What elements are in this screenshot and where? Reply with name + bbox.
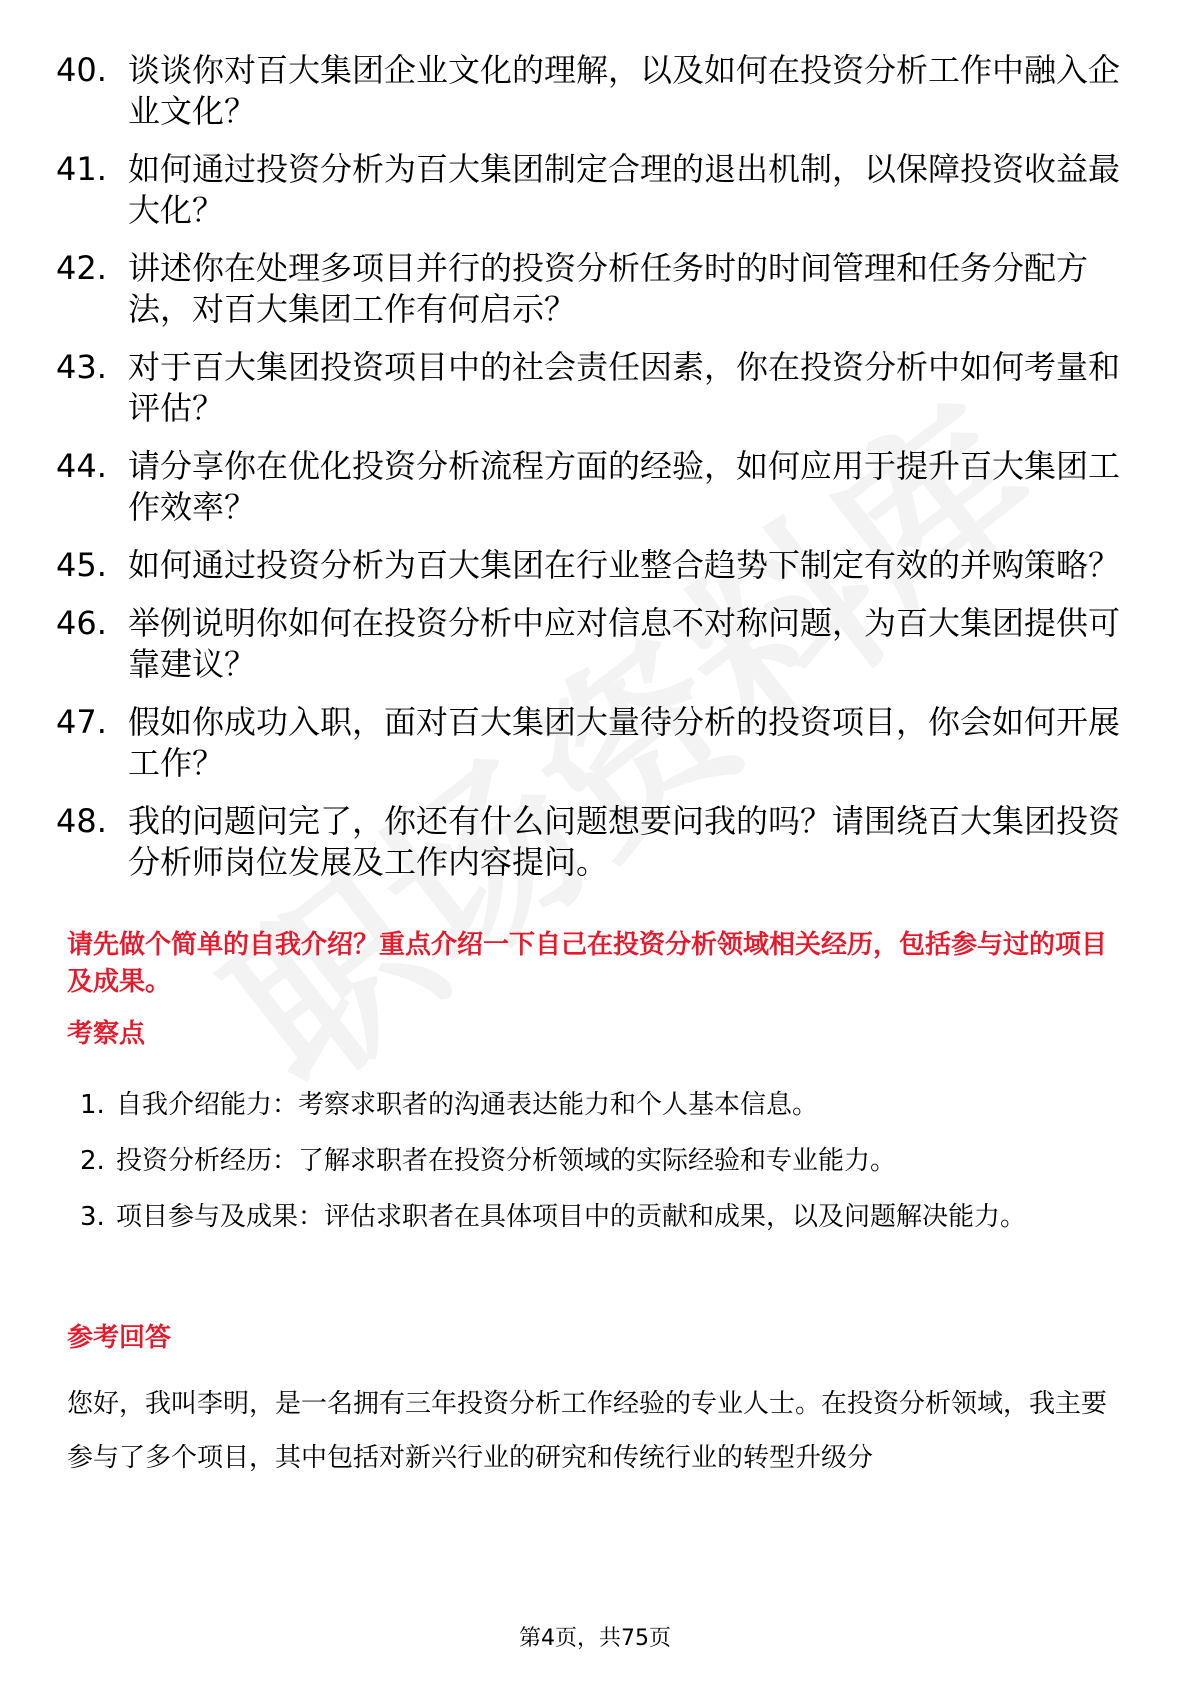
question-text: 假如你成功入职，面对百大集团大量待分析的投资项目，你会如何开展工作？ xyxy=(128,703,1121,782)
point-text: 自我介绍能力：考察求职者的沟通表达能力和个人基本信息。 xyxy=(116,1090,819,1120)
list-item xyxy=(56,149,1136,231)
question-number: 44. xyxy=(56,447,107,485)
highlight-question: 请先做个简单的自我介绍？重点介绍一下自己在投资分析领域相关经历，包括参与过的项目及成果。 xyxy=(67,930,1108,997)
question-text: 对于百大集团投资项目中的社会责任因素，你在投资分析中如何考量和评估？ xyxy=(128,348,1121,427)
question-number: 41. xyxy=(56,150,107,188)
question-number: 42. xyxy=(56,249,107,287)
list-item xyxy=(56,545,1136,586)
question-number: 43. xyxy=(56,348,107,386)
question-number: 46. xyxy=(56,604,107,642)
list-item xyxy=(56,446,1136,528)
point-number: 2. xyxy=(80,1146,105,1176)
question-text: 如何通过投资分析为百大集团在行业整合趋势下制定有效的并购策略？ xyxy=(128,546,1121,584)
list-item xyxy=(56,50,1136,132)
answer-paragraph: 您好，我叫李明，是一名拥有三年投资分析工作经验的专业人士。在投资分析领域，我主要参与了多个项目，其中包括对新兴行业的研究和传统行业的转型升级分 xyxy=(67,1389,1108,1473)
point-text: 投资分析经历：了解求职者在投资分析领域的实际经验和专业能力。 xyxy=(116,1146,897,1176)
list-item xyxy=(56,347,1136,429)
question-text: 谈谈你对百大集团企业文化的理解，以及如何在投资分析工作中融入企业文化？ xyxy=(128,51,1121,130)
list-item xyxy=(56,801,1136,883)
list-item xyxy=(56,702,1136,784)
question-number: 47. xyxy=(56,703,107,741)
question-text: 如何通过投资分析为百大集团制定合理的退出机制，以保障投资收益最大化？ xyxy=(128,150,1121,229)
list-item xyxy=(80,1135,1120,1187)
question-number: 45. xyxy=(56,546,107,584)
question-text: 我的问题问完了，你还有什么问题想要问我的吗？请围绕百大集团投资分析师岗位发展及工作内容提问。 xyxy=(128,802,1121,881)
question-list xyxy=(56,50,1136,900)
point-number: 1. xyxy=(80,1090,105,1120)
list-item xyxy=(56,248,1136,330)
section-title-answer: 参考回答 xyxy=(67,1323,172,1353)
question-number: 40. xyxy=(56,51,107,89)
list-item xyxy=(80,1191,1120,1243)
points-list xyxy=(80,1079,1120,1247)
point-number: 3. xyxy=(80,1202,105,1232)
list-item xyxy=(80,1079,1120,1131)
question-text: 请分享你在优化投资分析流程方面的经验，如何应用于提升百大集团工作效率？ xyxy=(128,447,1121,526)
list-item xyxy=(56,603,1136,685)
question-text: 讲述你在处理多项目并行的投资分析任务时的时间管理和任务分配方法，对百大集团工作有何启示？ xyxy=(128,249,1089,328)
page-footer: 第4页，共75页 xyxy=(519,1626,671,1651)
section-title-points: 考察点 xyxy=(67,1019,146,1049)
question-number: 48. xyxy=(56,802,107,840)
point-text: 项目参与及成果：评估求职者在具体项目中的贡献和成果，以及问题解决能力。 xyxy=(116,1202,1027,1232)
question-text: 举例说明你如何在投资分析中应对信息不对称问题，为百大集团提供可靠建议？ xyxy=(128,604,1121,683)
